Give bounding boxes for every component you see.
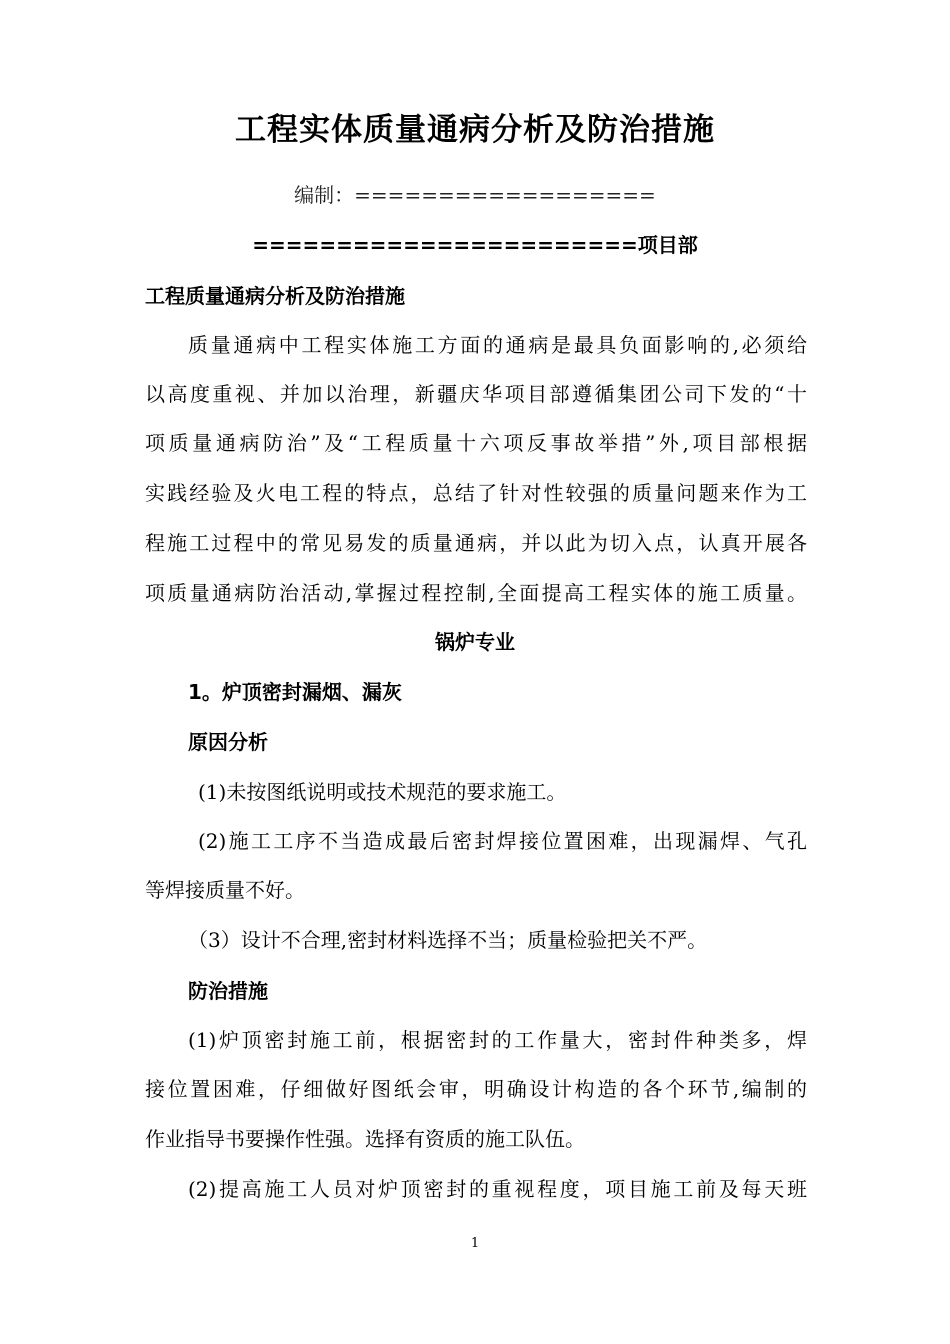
measure-item-1-line-2: 接位置困难，仔细做好图纸会审，明确设计构造的各个环节,编制的: [145, 1077, 807, 1101]
cause-item-3: （3）设计不合理,密封材料选择不当；质量检验把关不严。: [188, 928, 708, 952]
item-1-title: 1。炉顶密封漏烟、漏灰: [188, 680, 402, 704]
intro-line-2: 以高度重视、并加以治理，新疆庆华项目部遵循集团公司下发的“十: [145, 382, 807, 406]
cause-item-1: (1)未按图纸说明或技术规范的要求施工。: [198, 780, 567, 804]
intro-line-3: 项质量通病防治”及“工程质量十六项反事故举措”外,项目部根据: [145, 431, 807, 455]
department-line: =======================项目部: [252, 233, 698, 257]
page-number: 1: [470, 1236, 480, 1251]
measure-heading: 防治措施: [188, 979, 268, 1003]
intro-line-1: 质量通病中工程实体施工方面的通病是最具负面影响的,必须给: [188, 333, 807, 357]
heading-quality-defects: 工程质量通病分析及防治措施: [145, 284, 405, 308]
section-title-boiler: 锅炉专业: [435, 630, 515, 654]
measure-item-1-line-1: (1)炉顶密封施工前，根据密封的工作量大，密封件种类多，焊: [188, 1028, 807, 1052]
intro-line-4: 实践经验及火电工程的特点，总结了针对性较强的质量问题来作为工: [145, 481, 807, 505]
cause-item-2-line-2: 等焊接质量不好。: [145, 878, 305, 902]
cause-item-2-line-1: (2)施工工序不当造成最后密封焊接位置困难，出现漏焊、气孔: [198, 829, 807, 853]
cause-heading: 原因分析: [188, 730, 268, 754]
intro-line-6: 项质量通病防治活动,掌握过程控制,全面提高工程实体的施工质量。: [145, 581, 807, 605]
editor-line: 编制：==================: [294, 183, 656, 207]
measure-item-2-line-1: (2)提高施工人员对炉顶密封的重视程度，项目施工前及每天班: [188, 1177, 807, 1201]
document-title: 工程实体质量通病分析及防治措施: [235, 112, 715, 148]
intro-line-5: 程施工过程中的常见易发的质量通病，并以此为切入点，认真开展各: [145, 531, 807, 555]
measure-item-1-line-3: 作业指导书要操作性强。选择有资质的施工队伍。: [145, 1127, 585, 1151]
